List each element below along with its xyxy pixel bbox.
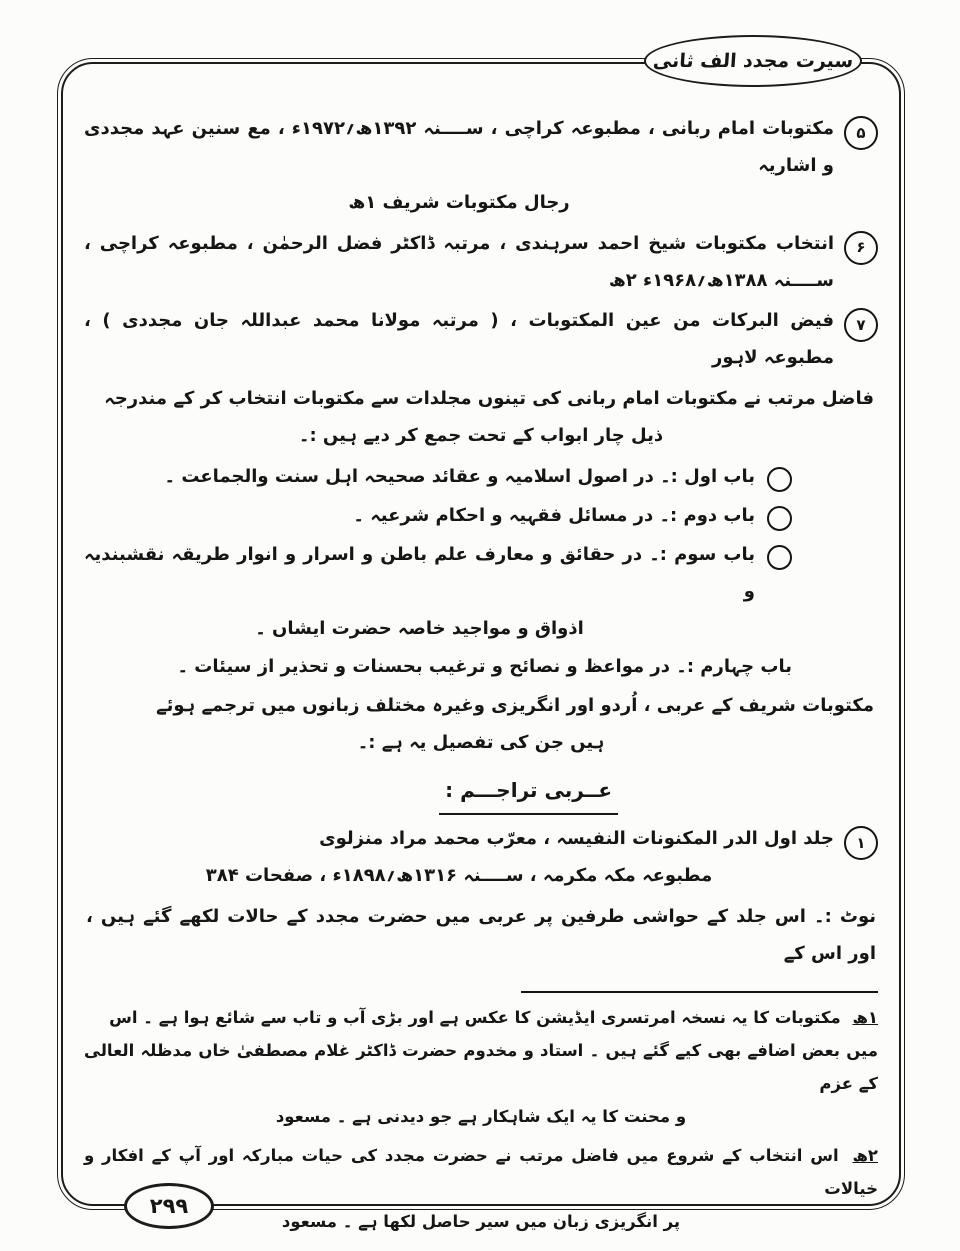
item-number-badge: ۶ [844,231,878,265]
arabic-translation-item-1 [84,821,878,895]
paragraph-line: ہیں جن کی تفصیل یہ ہے :۔ [357,732,605,754]
page-number: ۲۹۹ [149,1194,189,1218]
footnote-separator-rule [521,991,878,993]
item-line: مکتوبات امام ربانی ، مطبوعہ کراچی ، ســــنہ ۱۳۹۲ھ؍۱۹۷۲ء ، مع سنین عہد مجددی و اشاریہ [84,118,834,176]
item-text: فیض البرکات من عین المکتوبات ، ( مرتبہ مولانا محمد عبداللہ جان مجددی ) ، مطبوعہ لاہور [84,310,834,369]
chapter-text [84,498,755,535]
page-content [58,59,904,1231]
bibliography-item-6 [84,226,878,300]
footnote-line: پر انگریزی زبان میں سیر حاصل لکھا ہے ۔ مسعود [281,1211,681,1231]
chapter-text [84,649,792,686]
item-text [84,111,834,222]
page-number-badge [124,1183,214,1229]
item-number-badge: ۵ [844,116,878,150]
chapter-label: باب چہارم :۔ [676,656,792,678]
paragraph-line: مکتوبات شریف کے عربی ، اُردو اور انگریزی وغیرہ مختلف زبانوں میں ترجمے ہوئے [156,695,874,717]
bibliography-item-5 [84,111,878,222]
chapter-row-4 [84,649,878,686]
footnote-line: میں بعض اضافے بھی کیے گئے ہیں ۔ استاد و مخدوم حضرت ڈاکٹر غلام مصطفیٰ خاں مدظلہ العالی کے عزم [84,1040,878,1093]
footnote-line [84,1001,878,1034]
item-number-badge: ۷ [844,308,878,342]
chapter-line: در مواعظ و نصائح و ترغیب بحسنات و تحذیر از سیئات ۔ [177,656,670,678]
item-line-continuation: رجال مکتوبات شریف ۱ھ [348,191,570,213]
intro-paragraph [88,381,874,455]
item-number-badge: ۱ [844,826,878,860]
footnote-line: و محنت کا یہ ایک شاہکار ہے جو دیدنی ہے ۔ مسعود [275,1106,687,1126]
note-paragraph: نوٹ :۔ اس جلد کے حواشی طرفین پر عربی میں حضرت مجدد کے حالات لکھے گئے ہیں ، اور اس کے [86,905,876,964]
item-line-continuation: مطبوعہ مکہ مکرمہ ، ســــنہ ۱۳۱۶ھ؍۱۸۹۸ء ، صفحات ۳۸۴ [205,865,713,887]
page-border-frame [57,50,905,1231]
chapter-text [84,459,755,496]
section-heading-arabic-translations [84,770,878,815]
chapter-line-continuation: اذواق و مواجید خاصہ حضرت ایشاں ۔ [255,617,584,639]
chapter-line: در حقائق و معارف علم باطن و اسرار و انوار طریقہ نقشبندیہ و [84,543,755,602]
header-cartouche [644,35,862,87]
chapter-line: در مسائل فقہیہ و احکام شرعیہ ۔ [353,504,654,526]
chapter-row-1 [84,459,878,496]
bibliography-item-7 [84,303,878,377]
book-title: سیرت مجدد الف ثانی [652,50,854,72]
chapter-label: باب اول :۔ [660,466,755,488]
circle-bullet-icon [767,545,792,570]
footnote-text: مکتوبات کا یہ نسخہ امرتسری ایڈیشن کا عکس ہے اور بڑی آب و تاب سے شائع ہوا ہے ۔ اس [109,1007,841,1027]
footnote-marker: ۱ھ [852,1007,878,1027]
chapter-row-3 [84,537,878,648]
item-text [84,821,834,895]
item-line: جلد اول الدر المکنونات النفیسہ ، معرّب محمد مراد منزلوی [319,828,834,850]
chapter-text [84,537,755,648]
item-text: انتخاب مکتوبات شیخ احمد سرہندی ، مرتبہ ڈاکٹر فضل الرحمٰن ، مطبوعہ کراچی ، ســــنہ ۱۳۸۸ھ؍۱۹۶۸ء ۲ھ [84,232,834,291]
translations-paragraph [88,688,874,762]
footnote-2 [84,1139,878,1238]
chapter-label: باب دوم :۔ [659,504,755,526]
chapter-label: باب سوم :۔ [649,543,756,565]
footnote-text: اس انتخاب کے شروع میں فاضل مرتب نے حضرت مجدد کی حیات مبارکہ اور آپ کے افکار و خیالات [84,1145,878,1198]
footnote-1 [84,1001,878,1133]
footnote-marker: ۲ھ [852,1145,878,1165]
circle-bullet-icon [767,506,792,531]
chapter-row-2 [84,498,878,535]
chapter-line: در اصول اسلامیہ و عقائد صحیحہ اہل سنت والجماعت ۔ [164,466,654,488]
paragraph-line: ذیل چار ابواب کے تحت جمع کر دیے ہیں :۔ [298,425,664,447]
circle-bullet-icon [767,467,792,492]
paragraph-line: فاضل مرتب نے مکتوبات امام ربانی کی تینوں مجلدات سے مکتوبات انتخاب کر کے مندرجہ [104,388,874,410]
section-heading-text: عــربی تراجـــم : [439,770,618,815]
